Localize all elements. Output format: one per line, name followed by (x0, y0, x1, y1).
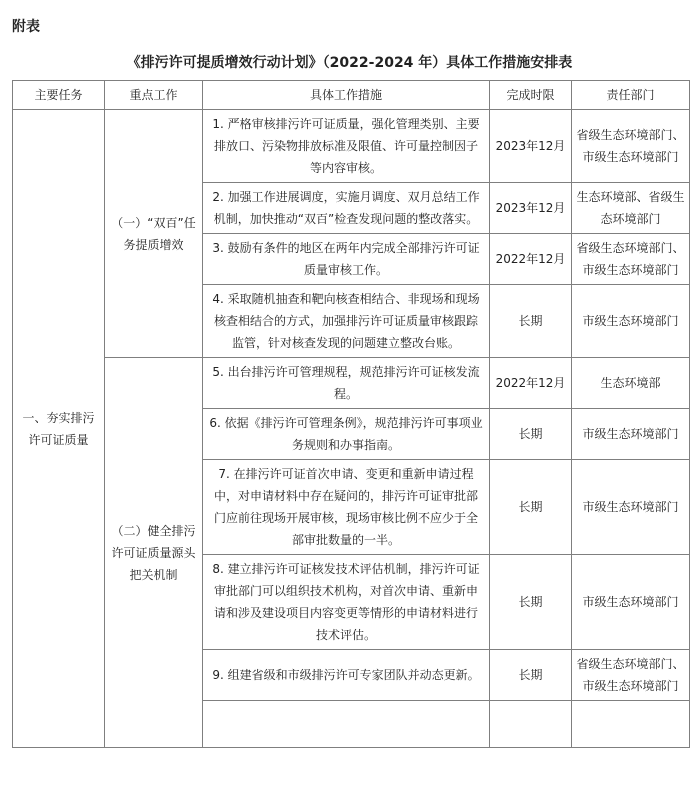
measure-cell: 3. 鼓励有条件的地区在两年内完成全部排污许可证质量审核工作。 (203, 234, 490, 285)
measure-cell: 5. 出台排污许可管理规程，规范排污许可证核发流程。 (203, 358, 490, 409)
deadline-cell: 长期 (490, 409, 572, 460)
measure-cell: 4. 采取随机抽查和靶向核查相结合、非现场和现场核查相结合的方式，加强排污许可证质量审核跟踪监管，针对核查发现的问题建立整改台账。 (203, 285, 490, 358)
dept-cell: 市级生态环境部门 (572, 409, 690, 460)
measure-cell: 7. 在排污许可证首次申请、变更和重新申请过程中，对申请材料中存在疑问的，排污许可证审批部门应前往现场开展审核，现场审核比例不应少于全部审批数量的一半。 (203, 460, 490, 555)
dept-cell: 生态环境部、省级生态环境部门 (572, 183, 690, 234)
header-measure: 具体工作措施 (203, 81, 490, 110)
header-dept: 责任部门 (572, 81, 690, 110)
header-deadline: 完成时限 (490, 81, 572, 110)
dept-cell: 省级生态环境部门、市级生态环境部门 (572, 650, 690, 701)
key-work-cell: （一）“双百”任务提质增效 (105, 110, 203, 358)
deadline-cell: 2022年12月 (490, 358, 572, 409)
dept-cell: 市级生态环境部门 (572, 285, 690, 358)
document-title: 《排污许可提质增效行动计划》（2022-2024 年）具体工作措施安排表 (126, 55, 573, 71)
table-row (13, 358, 690, 409)
measure-cell: 8. 建立排污许可证核发技术评估机制，排污许可证审批部门可以组织技术机构，对首次申请、重新申请和涉及建设项目内容变更等情形的申请材料进行技术评估。 (203, 555, 490, 650)
deadline-cell: 2023年12月 (490, 183, 572, 234)
measure-cell: 9. 组建省级和市级排污许可专家团队并动态更新。 (203, 650, 490, 701)
measure-cell: 6. 依据《排污许可管理条例》，规范排污许可事项业务规则和办事指南。 (203, 409, 490, 460)
measures-table (12, 80, 690, 748)
dept-cell (572, 701, 690, 748)
dept-cell: 生态环境部 (572, 358, 690, 409)
dept-cell: 市级生态环境部门 (572, 460, 690, 555)
dept-cell: 市级生态环境部门 (572, 555, 690, 650)
deadline-cell: 2023年12月 (490, 110, 572, 183)
key-work-cell: （二）健全排污许可证质量源头把关机制 (105, 358, 203, 748)
table-row (13, 110, 690, 183)
deadline-cell: 长期 (490, 285, 572, 358)
dept-cell: 省级生态环境部门、市级生态环境部门 (572, 234, 690, 285)
deadline-cell: 长期 (490, 650, 572, 701)
deadline-cell: 2022年12月 (490, 234, 572, 285)
deadline-cell (490, 701, 572, 748)
table-header-row (13, 81, 690, 110)
header-main-task: 主要任务 (13, 81, 105, 110)
main-task-cell: 一、夯实排污许可证质量 (13, 110, 105, 748)
measure-cell (203, 701, 490, 748)
dept-cell: 省级生态环境部门、市级生态环境部门 (572, 110, 690, 183)
header-key-work: 重点工作 (105, 81, 203, 110)
deadline-cell: 长期 (490, 460, 572, 555)
appendix-label: 附表 (12, 19, 40, 35)
measure-cell: 1. 严格审核排污许可证质量，强化管理类别、主要排放口、污染物排放标准及限值、许可量控制因子等内容审核。 (203, 110, 490, 183)
deadline-cell: 长期 (490, 555, 572, 650)
measure-cell: 2. 加强工作进展调度，实施月调度、双月总结工作机制，加快推动“双百”检查发现问题的整改落实。 (203, 183, 490, 234)
